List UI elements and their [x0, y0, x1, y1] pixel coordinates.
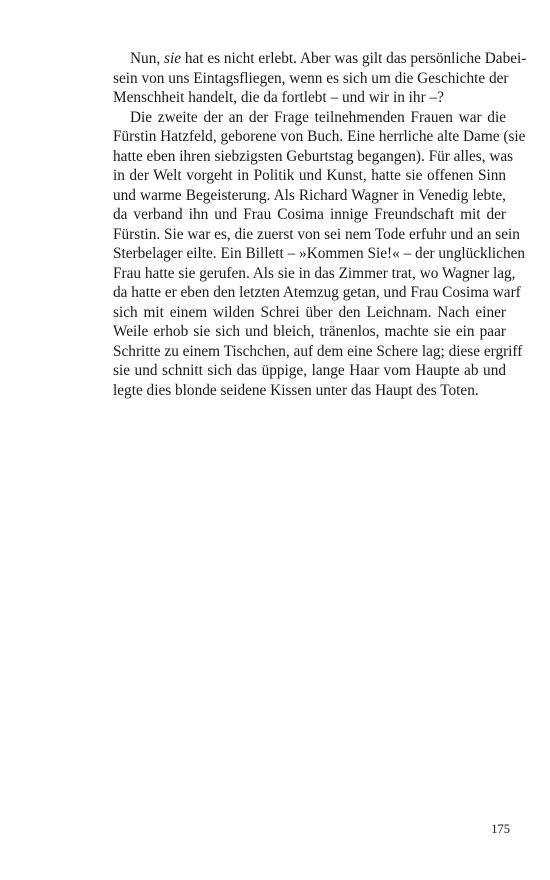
text-line: Sterbelager eilte. Ein Billett – »Kommen Sie!« – der unglücklichen: [113, 245, 526, 262]
text-line: in der Welt vorgeht in Politik und Kunst, hatte sie offenen Sinn: [113, 167, 506, 184]
text-line: [96, 49, 527, 69]
text-line: Schritte zu einem Tischchen, auf dem eine Schere lag; diese ergriff: [113, 342, 523, 360]
text-line: sie und schnitt sich das üppige, lange Haar vom Haupte ab und: [113, 362, 506, 379]
paragraph-2: [96, 108, 526, 401]
text-line: Fürstin. Sie war es, die zuerst von sei nem Tode erfuhr und an sein: [113, 225, 520, 243]
emphasis-sie: sie: [164, 50, 181, 67]
text-line: sich mit einem wilden Schrei über den Leichnam. Nach einer: [113, 303, 506, 321]
line-rest: hat es nicht erlebt. Aber was gilt das persönliche Dabei-: [181, 50, 527, 67]
text-line: Fürstin Hatzfeld, geborene von Buch. Eine herrliche alte Dame (sie: [113, 128, 526, 145]
text-line: da verband ihn und Frau Cosima innige Freundschaft mit der: [113, 206, 506, 223]
text-line: sein von uns Eintagsfliegen, wenn es sich um die Geschichte der: [113, 69, 509, 87]
paragraph-1: [96, 49, 527, 108]
text-line: Die zweite der an der Frage teilnehmenden Frauen war die: [130, 108, 506, 126]
text-line: Weile erhob sie sich und bleich, tränenlos, machte sie ein paar: [113, 323, 506, 340]
body-text: [96, 49, 527, 400]
text-line: hatte eben ihren siebzigsten Geburtstag begangen). Für alles, was: [113, 147, 514, 165]
text-line: legte dies blonde seidene Kissen unter das Haupt des Toten.: [113, 381, 479, 399]
text-line: da hatte er eben den letzten Atemzug getan, und Frau Cosima warf: [113, 284, 521, 301]
line-start: Nun,: [130, 50, 164, 67]
text-line: und warme Begeisterung. Als Richard Wagner in Venedig lebte,: [113, 186, 506, 204]
text-line: Menschheit handelt, die da fortlebt – und wir in ihr –?: [113, 89, 444, 106]
text-line: Frau hatte sie gerufen. Als sie in das Zimmer trat, wo Wagner lag,: [113, 264, 516, 282]
page-number: 175: [491, 822, 510, 836]
